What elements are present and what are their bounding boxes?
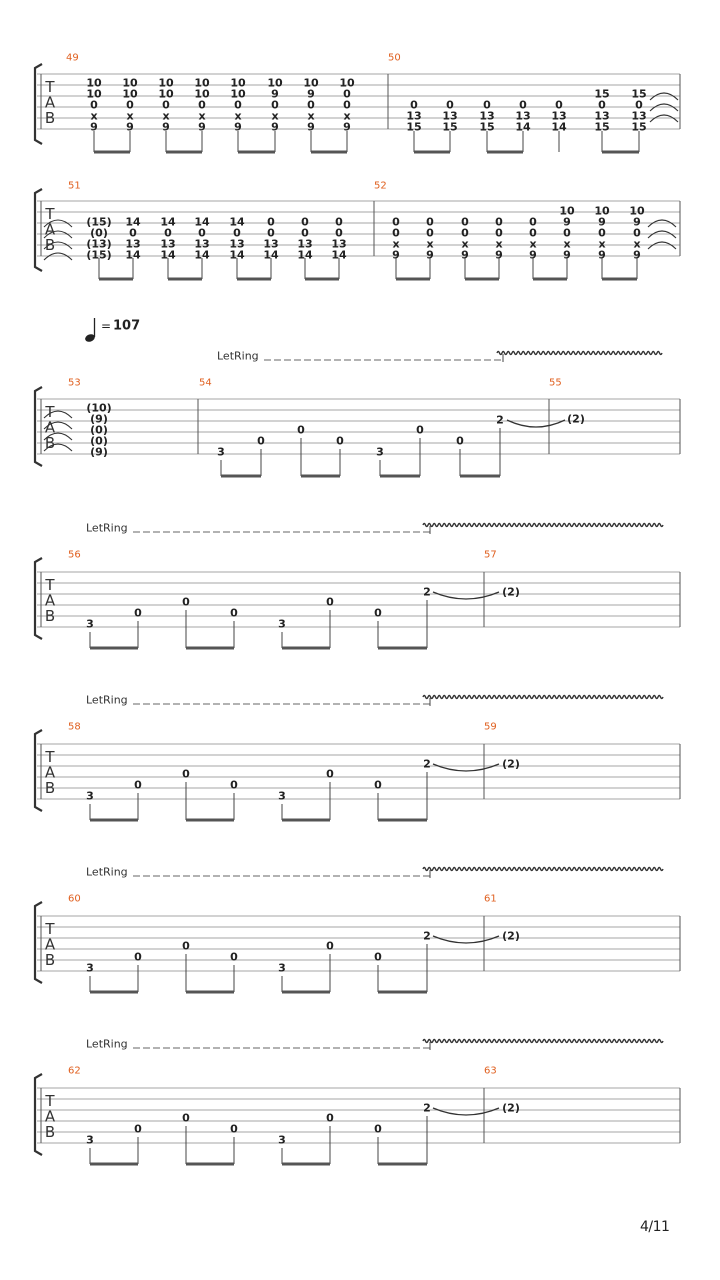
tab-note: 10 xyxy=(194,76,210,90)
tab-note: (15) xyxy=(86,215,112,229)
tab-note: 9 xyxy=(90,120,98,134)
measure-number: 55 xyxy=(549,377,562,389)
beam xyxy=(378,647,427,650)
tab-note: 10 xyxy=(303,76,319,90)
tab-note: 0 xyxy=(234,98,242,112)
tab-note: 0 xyxy=(633,226,641,240)
tab-note: 10 xyxy=(158,87,174,101)
tab-note: (2) xyxy=(502,1101,520,1115)
beam xyxy=(414,151,450,154)
tab-note: 3 xyxy=(278,1133,286,1147)
tab-clef-letter: B xyxy=(44,950,56,969)
tab-note: 3 xyxy=(278,961,286,975)
beam xyxy=(168,278,202,281)
vibrato-line xyxy=(423,696,663,699)
tab-note: 0 xyxy=(410,98,418,112)
tab-note: 13 xyxy=(297,237,313,251)
tab-note: 3 xyxy=(278,789,286,803)
tab-note: x xyxy=(90,109,98,123)
tab-note: 0 xyxy=(326,767,334,781)
tab-note: (0) xyxy=(90,226,108,240)
tab-note: 0 xyxy=(326,1111,334,1125)
tab-note: 9 xyxy=(633,215,641,229)
tab-clef-letter: B xyxy=(44,433,56,452)
tab-note: 10 xyxy=(629,204,645,218)
tempo-equals: = xyxy=(101,319,112,333)
tab-note: 10 xyxy=(339,76,355,90)
beam xyxy=(602,278,637,281)
tab-note: 0 xyxy=(446,98,454,112)
tab-note: (2) xyxy=(502,929,520,943)
tab-clef-letter: T xyxy=(45,748,55,767)
beam xyxy=(460,475,500,478)
tab-note: 0 xyxy=(198,98,206,112)
tab-note: 0 xyxy=(416,423,424,437)
tab-note: 0 xyxy=(326,595,334,609)
tab-note: (2) xyxy=(502,757,520,771)
tab-note: x xyxy=(307,109,315,123)
tab-clef-letter: A xyxy=(44,591,56,610)
beam xyxy=(465,278,499,281)
tab-note: 0 xyxy=(164,226,172,240)
measure-number: 59 xyxy=(484,721,497,733)
tab-note: x xyxy=(633,237,641,251)
measure-number: 53 xyxy=(68,377,81,389)
tab-note: 0 xyxy=(162,98,170,112)
tab-note: 3 xyxy=(86,961,94,975)
tab-note: 10 xyxy=(230,87,246,101)
tab-note: 0 xyxy=(233,226,241,240)
tab-note: 0 xyxy=(257,434,265,448)
measure-number: 54 xyxy=(199,377,212,389)
tab-note: 2 xyxy=(423,929,431,943)
tab-note: 2 xyxy=(423,1101,431,1115)
tab-note: x xyxy=(563,237,571,251)
tab-note: (9) xyxy=(90,412,108,426)
tab-note: 0 xyxy=(230,606,238,620)
tab-note: 0 xyxy=(335,226,343,240)
tab-note: 15 xyxy=(594,87,610,101)
tab-note: 3 xyxy=(86,1133,94,1147)
beam xyxy=(311,151,347,154)
tab-note: 9 xyxy=(495,248,503,262)
vibrato-line xyxy=(497,352,662,355)
beam xyxy=(487,151,523,154)
tab-note: 0 xyxy=(134,606,142,620)
tab-note: 0 xyxy=(495,226,503,240)
tab-note: 2 xyxy=(423,585,431,599)
tab-note: x xyxy=(461,237,469,251)
tab-note: 14 xyxy=(194,248,210,262)
tab-note: 9 xyxy=(392,248,400,262)
beam xyxy=(186,1163,234,1166)
tab-note: 0 xyxy=(519,98,527,112)
tab-note: 14 xyxy=(194,215,210,229)
tab-note: 9 xyxy=(529,248,537,262)
tab-note: x xyxy=(162,109,170,123)
tab-note: 0 xyxy=(495,215,503,229)
tab-note: (2) xyxy=(567,412,585,426)
measure-number: 50 xyxy=(388,52,401,64)
tie xyxy=(433,764,499,771)
tab-note: 0 xyxy=(374,778,382,792)
tab-note: 13 xyxy=(515,109,531,123)
measure-number: 57 xyxy=(484,549,497,561)
measure-number: 63 xyxy=(484,1065,497,1077)
tab-note: (15) xyxy=(86,248,112,262)
tab-note: 0 xyxy=(230,950,238,964)
tab-note: 9 xyxy=(598,215,606,229)
tab-note: (10) xyxy=(86,401,112,415)
tab-note: 0 xyxy=(343,87,351,101)
beam xyxy=(90,1163,138,1166)
tab-note: 0 xyxy=(267,226,275,240)
tab-note: 14 xyxy=(229,248,245,262)
tab-note: 3 xyxy=(376,445,384,459)
tab-note: x xyxy=(198,109,206,123)
tab-note: 0 xyxy=(598,226,606,240)
tab-note: 0 xyxy=(374,1122,382,1136)
tab-note: 9 xyxy=(343,120,351,134)
tab-note: 13 xyxy=(331,237,347,251)
tab-note: 10 xyxy=(158,76,174,90)
tab-note: (0) xyxy=(90,434,108,448)
tab-note: 0 xyxy=(563,226,571,240)
chord-tie xyxy=(648,231,676,238)
beam xyxy=(282,647,330,650)
tie xyxy=(433,936,499,943)
tab-note: 14 xyxy=(551,120,567,134)
tab-clef-letter: T xyxy=(45,78,55,97)
tab-clef-letter: T xyxy=(45,403,55,422)
beam xyxy=(282,1163,330,1166)
tab-note: 0 xyxy=(374,606,382,620)
tab-note: 0 xyxy=(230,778,238,792)
tab-clef-letter: T xyxy=(45,205,55,224)
tab-clef-letter: B xyxy=(44,778,56,797)
chord-tie xyxy=(650,104,678,111)
measure-number: 61 xyxy=(484,893,497,905)
tab-note: 0 xyxy=(392,226,400,240)
let-ring-label: LetRing xyxy=(86,693,128,707)
tab-note: 0 xyxy=(635,98,643,112)
page-number: 4/11 xyxy=(640,1219,670,1235)
let-ring-label: LetRing xyxy=(86,1037,128,1051)
tab-note: x xyxy=(234,109,242,123)
tab-note: 9 xyxy=(271,87,279,101)
tab-note: 3 xyxy=(278,617,286,631)
tempo-bpm: 107 xyxy=(113,318,141,334)
tab-note: 14 xyxy=(297,248,313,262)
tab-note: 0 xyxy=(198,226,206,240)
beam xyxy=(90,991,138,994)
beam xyxy=(186,647,234,650)
beam xyxy=(186,819,234,822)
tab-note: 2 xyxy=(423,757,431,771)
beam xyxy=(166,151,202,154)
tab-note: 10 xyxy=(86,76,102,90)
tab-note: 0 xyxy=(529,226,537,240)
tab-note: 0 xyxy=(134,950,142,964)
tab-note: 0 xyxy=(182,767,190,781)
tab-note: 3 xyxy=(86,789,94,803)
tab-note: 0 xyxy=(336,434,344,448)
tab-note: 0 xyxy=(343,98,351,112)
tab-clef-letter: T xyxy=(45,1092,55,1111)
tab-note: 10 xyxy=(267,76,283,90)
beam xyxy=(90,647,138,650)
tab-note: 13 xyxy=(263,237,279,251)
let-ring-label: LetRing xyxy=(217,349,259,363)
tab-clef-letter: B xyxy=(44,108,56,127)
tab-note: 9 xyxy=(234,120,242,134)
tab-note: 0 xyxy=(182,939,190,953)
beam xyxy=(237,278,271,281)
tab-note: 13 xyxy=(594,109,610,123)
tab-note: (13) xyxy=(86,237,112,251)
tab-note: 14 xyxy=(160,248,176,262)
beam xyxy=(221,475,261,478)
tab-note: 0 xyxy=(182,595,190,609)
tie xyxy=(433,592,499,599)
tab-note: 14 xyxy=(125,215,141,229)
beam xyxy=(186,991,234,994)
tab-clef-letter: B xyxy=(44,235,56,254)
tab-note: 0 xyxy=(326,939,334,953)
tab-clef-letter: A xyxy=(44,1107,56,1126)
tab-note: 10 xyxy=(122,87,138,101)
tab-note: 0 xyxy=(271,98,279,112)
tab-note: 0 xyxy=(182,1111,190,1125)
tab-note: 0 xyxy=(297,423,305,437)
tab-note: 0 xyxy=(267,215,275,229)
beam xyxy=(99,278,133,281)
tab-note: 14 xyxy=(160,215,176,229)
tab-note: 13 xyxy=(194,237,210,251)
tab-note: x xyxy=(495,237,503,251)
tab-clef-letter: A xyxy=(44,93,56,112)
tie xyxy=(433,1108,499,1115)
tab-note: 0 xyxy=(461,215,469,229)
beam xyxy=(396,278,430,281)
tab-note: 0 xyxy=(392,215,400,229)
measure-number: 49 xyxy=(66,52,79,64)
tab-note: 13 xyxy=(229,237,245,251)
tab-clef-letter: T xyxy=(45,576,55,595)
tab-note: 15 xyxy=(631,120,647,134)
tab-note: 10 xyxy=(194,87,210,101)
tab-note: 9 xyxy=(307,87,315,101)
chord-tie xyxy=(44,253,72,260)
tab-note: 15 xyxy=(442,120,458,134)
tab-note: 0 xyxy=(90,98,98,112)
beam xyxy=(94,151,130,154)
tab-note: 0 xyxy=(598,98,606,112)
measure-number: 51 xyxy=(68,180,81,192)
tab-note: 0 xyxy=(134,778,142,792)
tab-note: 0 xyxy=(230,1122,238,1136)
beam xyxy=(533,278,567,281)
tab-note: 0 xyxy=(456,434,464,448)
chord-tie xyxy=(648,220,676,227)
tab-note: 10 xyxy=(594,204,610,218)
tab-note: 9 xyxy=(126,120,134,134)
tab-note: 9 xyxy=(307,120,315,134)
tab-note: 2 xyxy=(496,413,504,427)
tab-note: 9 xyxy=(271,120,279,134)
vibrato-line xyxy=(423,868,663,871)
tab-note: 9 xyxy=(198,120,206,134)
chord-tie xyxy=(648,242,676,249)
tab-note: 0 xyxy=(301,226,309,240)
let-ring-label: LetRing xyxy=(86,521,128,535)
tab-note: 9 xyxy=(563,248,571,262)
tab-note: 13 xyxy=(551,109,567,123)
tab-clef-letter: T xyxy=(45,920,55,939)
beam xyxy=(378,1163,427,1166)
measure-number: 58 xyxy=(68,721,81,733)
tab-note: x xyxy=(598,237,606,251)
beam xyxy=(378,991,427,994)
tab-note: (0) xyxy=(90,423,108,437)
tab-clef-letter: B xyxy=(44,606,56,625)
tab-note: (9) xyxy=(90,445,108,459)
tab-note: 0 xyxy=(134,1122,142,1136)
tab-note: 15 xyxy=(594,120,610,134)
measure-number: 56 xyxy=(68,549,81,561)
tab-note: 14 xyxy=(125,248,141,262)
tab-note: x xyxy=(426,237,434,251)
tab-note: 9 xyxy=(162,120,170,134)
tab-clef-letter: A xyxy=(44,763,56,782)
tab-note: (2) xyxy=(502,585,520,599)
tab-note: 0 xyxy=(126,98,134,112)
tab-note: 0 xyxy=(374,950,382,964)
tab-note: 13 xyxy=(442,109,458,123)
beam xyxy=(380,475,420,478)
tab-clef-letter: A xyxy=(44,935,56,954)
beam xyxy=(282,991,330,994)
tab-note: 9 xyxy=(598,248,606,262)
beam xyxy=(378,819,427,822)
tab-note: 13 xyxy=(125,237,141,251)
tab-note: 13 xyxy=(160,237,176,251)
vibrato-line xyxy=(423,524,663,527)
tab-clef-letter: B xyxy=(44,1122,56,1141)
measure-number: 52 xyxy=(374,180,387,192)
tab-note: 15 xyxy=(631,87,647,101)
tab-note: x xyxy=(126,109,134,123)
tab-note: 13 xyxy=(406,109,422,123)
tab-note: 10 xyxy=(559,204,575,218)
tab-note: 9 xyxy=(563,215,571,229)
chord-tie xyxy=(650,115,678,122)
tab-note: x xyxy=(343,109,351,123)
tab-note: x xyxy=(529,237,537,251)
tab-note: 10 xyxy=(230,76,246,90)
tab-note: 9 xyxy=(426,248,434,262)
tab-note: 0 xyxy=(461,226,469,240)
tab-note: 3 xyxy=(217,445,225,459)
tab-note: 0 xyxy=(555,98,563,112)
let-ring-label: LetRing xyxy=(86,865,128,879)
tab-note: 9 xyxy=(633,248,641,262)
measure-number: 62 xyxy=(68,1065,81,1077)
measure-number: 60 xyxy=(68,893,81,905)
beam xyxy=(238,151,275,154)
tab-note: 0 xyxy=(335,215,343,229)
tab-note: 15 xyxy=(406,120,422,134)
tab-note: x xyxy=(392,237,400,251)
tab-note: x xyxy=(271,109,279,123)
tab-note: 13 xyxy=(631,109,647,123)
tab-note: 9 xyxy=(461,248,469,262)
tab-note: 0 xyxy=(426,226,434,240)
beam xyxy=(602,151,639,154)
tab-note: 0 xyxy=(301,215,309,229)
beam xyxy=(90,819,138,822)
tab-note: 0 xyxy=(426,215,434,229)
tab-note: 0 xyxy=(307,98,315,112)
tab-note: 0 xyxy=(483,98,491,112)
tab-note: 14 xyxy=(331,248,347,262)
tab-note: 0 xyxy=(129,226,137,240)
tab-note: 10 xyxy=(86,87,102,101)
tab-note: 15 xyxy=(479,120,495,134)
tab-clef-letter: A xyxy=(44,418,56,437)
beam xyxy=(305,278,339,281)
tab-note: 10 xyxy=(122,76,138,90)
tab-note: 14 xyxy=(229,215,245,229)
beam xyxy=(282,819,330,822)
tab-note: 3 xyxy=(86,617,94,631)
tab-note: 14 xyxy=(515,120,531,134)
tempo-marking xyxy=(84,318,140,343)
tab-note: 13 xyxy=(479,109,495,123)
vibrato-line xyxy=(423,1040,663,1043)
tab-note: 0 xyxy=(529,215,537,229)
beam xyxy=(301,475,340,478)
tab-clef-letter: A xyxy=(44,220,56,239)
chord-tie xyxy=(650,93,678,100)
tab-note: 14 xyxy=(263,248,279,262)
